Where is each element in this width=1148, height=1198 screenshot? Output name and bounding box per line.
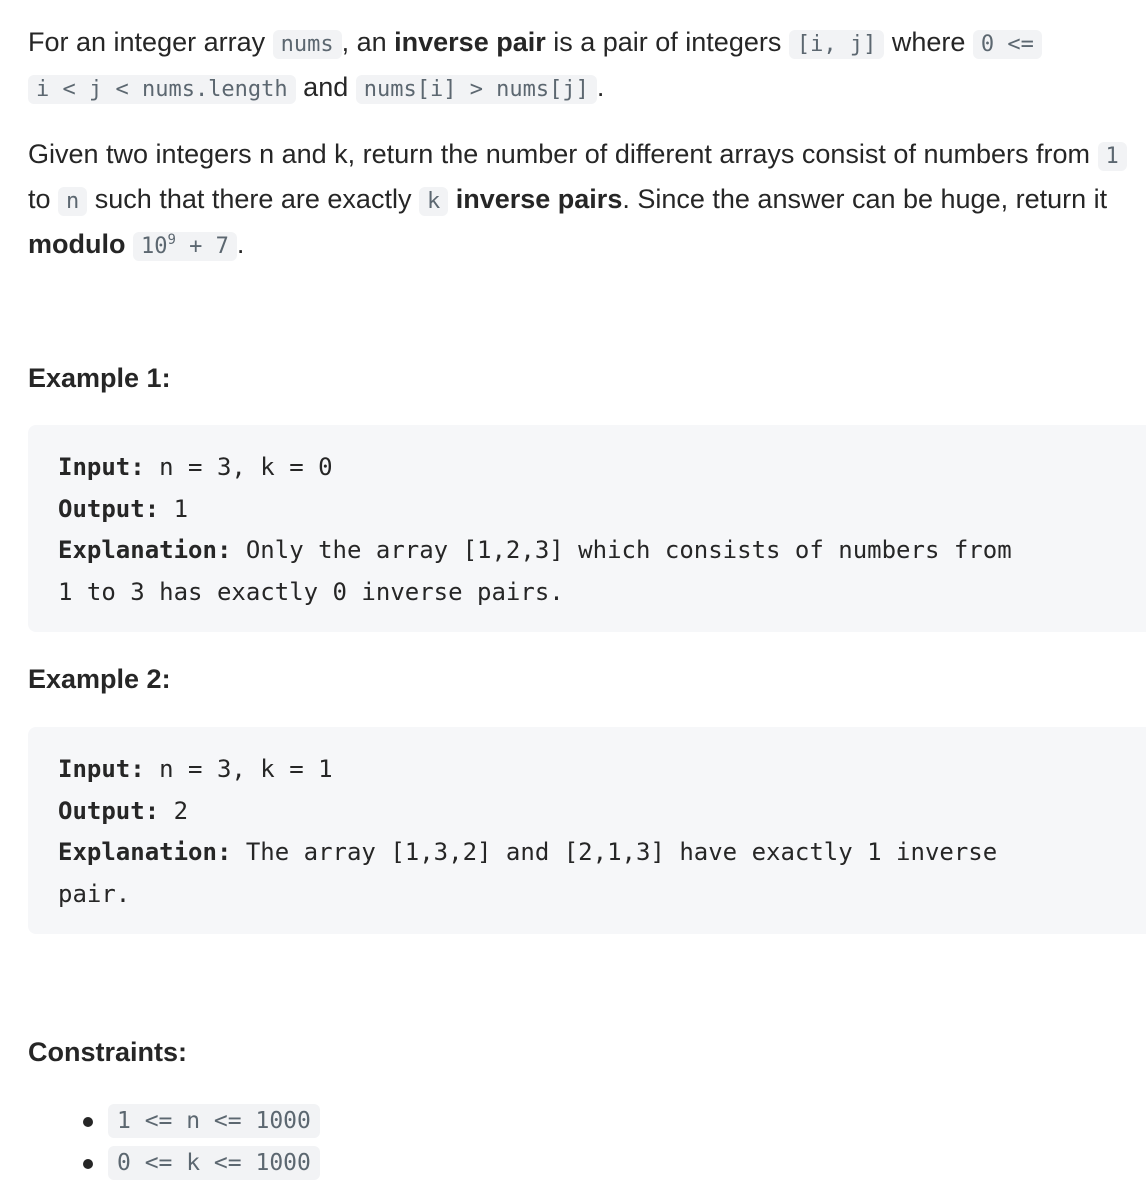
example-2-heading: Example 2: (28, 664, 171, 694)
inline-code-zero-le: 0 <= (973, 30, 1042, 59)
inline-code-one: 1 (1098, 142, 1127, 171)
example-2-explanation-cont: pair. (58, 879, 131, 908)
term-inverse-pairs: inverse pairs (455, 184, 623, 214)
example-1-explanation: Explanation: Only the array [1,2,3] which consists of numbers from (58, 536, 1012, 564)
intro-paragraph: For an integer array nums , an inverse pair is a pair of integers [i, j] where 0 <= i < j < nums.length and nums[i] > nums[j] . (28, 21, 1128, 111)
inline-code-comparison: nums[i] > nums[j] (356, 75, 597, 104)
example-2-explanation: Explanation: The array [1,3,2] and [2,1,3] have exactly 1 inverse (58, 838, 998, 866)
term-modulo: modulo (28, 229, 126, 259)
example-2-output: Output: 2 (58, 796, 189, 825)
constraint-item: 1 <= n <= 1000 (28, 1102, 108, 1144)
example-1-input: Input: n = 3, k = 0 (58, 453, 333, 481)
inline-code-n: n (58, 187, 87, 216)
bullet-icon (83, 1159, 93, 1169)
constraints-list (28, 1102, 311, 1186)
task-paragraph: Given two integers n and k, return the number of different arrays consist of numbers from 1 to n such that there are exactly k inverse pairs. Since the answer can be huge, return it modulo $10^9 + 7$ . (28, 133, 1128, 268)
constraint-item: 0 <= k <= 1000 (28, 1144, 108, 1186)
term-inverse-pair: inverse pair (394, 27, 546, 57)
bullet-icon (83, 1117, 93, 1127)
example-1-output: Output: 1 (58, 494, 189, 523)
example-1-block (28, 425, 1146, 632)
example-2-input: Input: n = 3, k = 1 (58, 755, 333, 783)
inline-code-pair: [i, j] (789, 30, 884, 59)
constraints-heading: Constraints: (28, 1037, 188, 1067)
example-2-block (28, 727, 1146, 934)
inline-code-nums: nums (273, 30, 342, 59)
inline-code-k: k (419, 187, 448, 216)
inline-code-index-range: i < j < nums.length (28, 75, 296, 104)
inline-code-modulus: $10^9 + 7$ (133, 232, 237, 261)
example-1-explanation-cont: 1 to 3 has exactly 0 inverse pairs. (58, 577, 564, 606)
example-1-heading: Example 1: (28, 363, 171, 393)
